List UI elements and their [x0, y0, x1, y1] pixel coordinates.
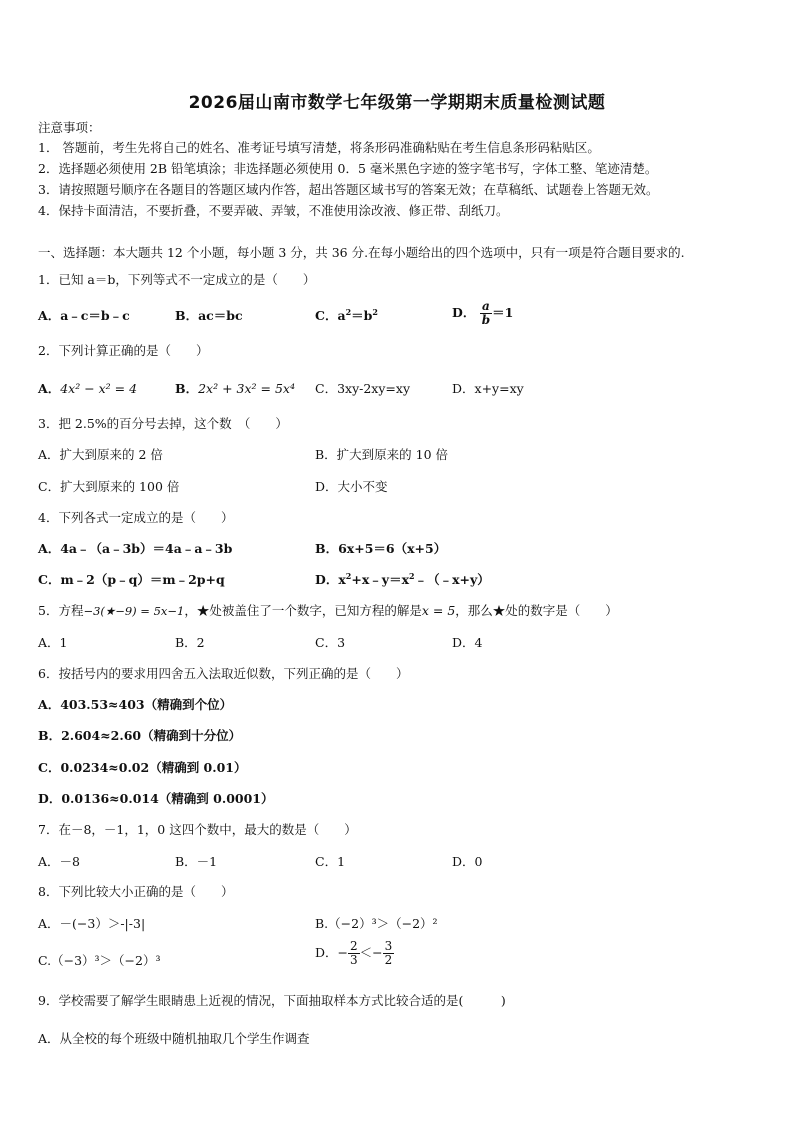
fraction-a-over-b: $\frac{a}{b}$ [481, 299, 491, 327]
q4-option-a: A．4a﹣（a﹣3b）＝4a﹣a﹣3b [38, 541, 233, 556]
question-8-stem: 8．下列比较大小正确的是（ ） [38, 884, 234, 899]
question-6-stem: 6．按括号内的要求用四舍五入法取近似数，下列正确的是（ ） [38, 666, 409, 681]
notice-heading: 注意事项： [38, 120, 101, 135]
q5-option-a: A．1 [38, 635, 68, 650]
q7-option-c: C．1 [315, 854, 346, 869]
q6-option-c: C．0.0234≈0.02（精确到 0.01） [38, 760, 247, 775]
question-9-stem: 9．学校需要了解学生眼睛患上近视的情况，下面抽取样本方式比较合适的是( ) [38, 993, 506, 1008]
question-5-stem: 5．方程−3(★−9) = 5x−1，★处被盖住了一个数字，已知方程的解是x = 5，那么★处的数字是（ ） [38, 603, 618, 618]
question-7-stem: 7．在－8，－1，1，0 这四个数中，最大的数是（ ） [38, 822, 357, 837]
question-2-stem: 2．下列计算正确的是（ ） [38, 343, 209, 358]
q5-option-b: B．2 [175, 635, 205, 650]
page-title: 2026届山南市数学七年级第一学期期末质量检测试题 [188, 93, 606, 113]
q6-option-b: B．2.604≈2.60（精确到十分位） [38, 728, 242, 743]
q8-option-b: B.（−2）³＞（−2）² [315, 916, 438, 931]
q2-option-c: C．3xy-2xy=xy [315, 381, 411, 396]
q6-option-d: D．0.0136≈0.014（精确到 0.0001） [38, 791, 274, 806]
q5-option-c: C．3 [315, 635, 346, 650]
notice-item-1: 1． 答题前，考生先将自己的姓名、准考证号填写清楚，将条形码准确粘贴在考生信息条形码粘贴区。 [38, 140, 600, 155]
q6-option-a: A．403.53≈403（精确到个位） [38, 697, 233, 712]
q4-option-c: C．m﹣2（p﹣q）＝m﹣2p+q [38, 572, 225, 587]
q1-option-d: D． $\frac{a}{b}$ ＝1 [452, 299, 514, 327]
q8-option-a: A．－(−3）＞-|-3| [38, 916, 146, 931]
q2-option-a: A．4x² − x² = 4 [38, 381, 138, 396]
q3-option-d: D．大小不变 [315, 479, 388, 494]
question-3-stem: 3．把 2.5%的百分号去掉，这个数 （ ） [38, 416, 288, 431]
q4-option-b: B．6x+5＝6（x+5） [315, 541, 447, 556]
q7-option-a: A．－8 [38, 854, 80, 869]
q8-option-c: C.（−3）³＞（−2）³ [38, 953, 161, 968]
section-heading: 一、选择题：本大题共 12 个小题，每小题 3 分，共 36 分.在每小题给出的四个选项中，只有一项是符合题目要求的. [38, 245, 685, 260]
notice-item-3: 3．请按照题号顺序在各题目的答题区域内作答，超出答题区域书写的答案无效；在草稿纸、试题卷上答题无效。 [38, 182, 659, 197]
q5-option-d: D．4 [452, 635, 483, 650]
q7-option-d: D．0 [452, 854, 483, 869]
notice-item-4: 4．保持卡面清洁，不要折叠，不要弄破、弄皱，不准使用涂改液、修正带、刮纸刀。 [38, 203, 509, 218]
q3-option-b: B．扩大到原来的 10 倍 [315, 447, 449, 462]
notice-item-2: 2．选择题必须使用 2B 铅笔填涂；非选择题必须使用 0．5 毫米黑色字迹的签字笔书写，字体工整、笔迹清楚。 [38, 161, 658, 176]
q4-option-d: D．$x^2+x﹣y=x^2﹣(﹣x+y)$ [315, 571, 490, 587]
question-1-stem: 1．已知 a＝b，下列等式不一定成立的是（ ） [38, 272, 316, 287]
question-4-stem: 4．下列各式一定成立的是（ ） [38, 510, 234, 525]
q8-option-d: D．− $\frac{2}{3}$ ＜− $\frac{3}{2}$ [315, 939, 393, 967]
q3-option-c: C．扩大到原来的 100 倍 [38, 479, 180, 494]
q3-option-a: A．扩大到原来的 2 倍 [38, 447, 163, 462]
q1-option-b: B．ac＝bc [175, 308, 243, 323]
q7-option-b: B．－1 [175, 854, 218, 869]
q2-option-d: D．x+y=xy [452, 381, 524, 396]
q9-option-a: A．从全校的每个班级中随机抽取几个学生作调查 [38, 1031, 310, 1046]
q2-option-b: B．2x² + 3x² = 5x⁴ [175, 381, 295, 396]
q1-option-c: C．$a^2=b^2$ [315, 307, 378, 323]
q1-option-a: A．a﹣c＝b﹣c [38, 308, 130, 323]
